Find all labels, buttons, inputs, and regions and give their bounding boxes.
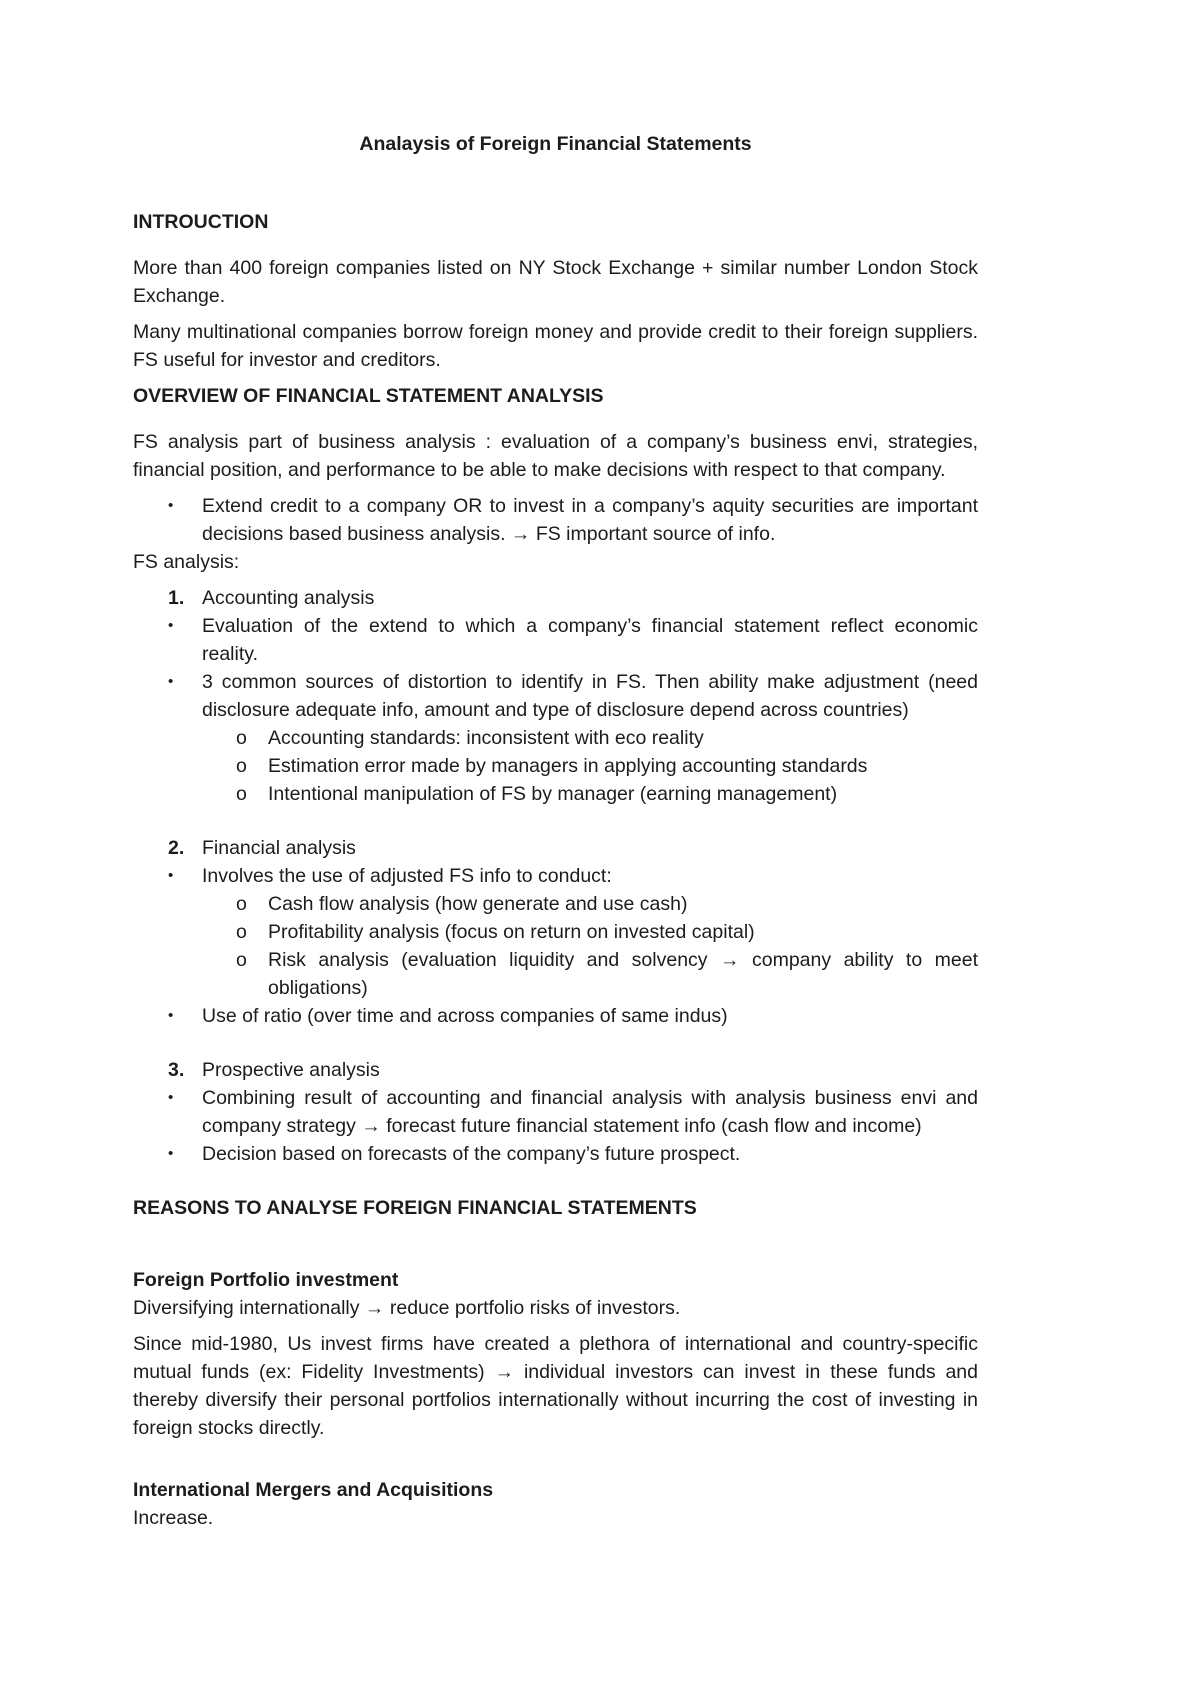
sub-bullet-item xyxy=(133,890,978,918)
list-item-text: Involves the use of adjusted FS info to conduct: xyxy=(202,865,612,887)
bullet-item xyxy=(133,1002,978,1030)
bullet-item xyxy=(133,668,978,724)
list-item-text: Risk analysis (evaluation liquidity and solvency → company ability to meet obligations) xyxy=(268,949,978,999)
section-heading: INTROUCTION xyxy=(133,211,269,233)
bullet-marker-icon: o xyxy=(236,783,247,805)
list-item-text: Decision based on forecasts of the company’s future prospect. xyxy=(202,1143,741,1165)
sub-heading: Foreign Portfolio investment xyxy=(133,1269,399,1291)
list-item-text: Prospective analysis xyxy=(202,1059,380,1081)
bullet-marker-icon: o xyxy=(236,755,247,777)
bullet-item xyxy=(133,492,978,548)
bullet-marker-icon: o xyxy=(236,949,247,971)
numbered-item xyxy=(133,584,978,612)
bullet-item xyxy=(133,612,978,668)
list-number: 3. xyxy=(168,1059,185,1081)
numbered-item xyxy=(133,1056,978,1084)
sub-heading: International Mergers and Acquisitions xyxy=(133,1479,494,1501)
list-number: 1. xyxy=(168,587,185,609)
bullet-marker-icon: • xyxy=(168,617,174,634)
list-item-text: Cash flow analysis (how generate and use cash) xyxy=(268,893,688,915)
numbered-item xyxy=(133,834,978,862)
list-item-text: Extend credit to a company OR to invest in a company’s aquity securities are important decisions based business analysis. → FS important source of info. xyxy=(202,495,978,545)
list-item-text: Evaluation of the extend to which a company’s financial statement reflect economic reality. xyxy=(202,615,978,665)
paragraph: Since mid-1980, Us invest firms have created a plethora of international and country-specific mutual funds (ex: Fidelity Investments) → individual investors can invest in these funds and thereby diversify their personal portfolios internationally without incurring the cost of investing in foreign stocks directly. xyxy=(133,1333,978,1439)
bullet-marker-icon: • xyxy=(168,497,174,514)
list-item-text: 3 common sources of distortion to identify in FS. Then ability make adjustment (need disclosure adequate info, amount and type of disclosure depend across countries) xyxy=(202,671,978,721)
sub-bullet-item xyxy=(133,780,978,808)
sub-bullet-item xyxy=(133,752,978,780)
bullet-item xyxy=(133,862,978,890)
spacer xyxy=(133,808,978,834)
list-item-text: Profitability analysis (focus on return on invested capital) xyxy=(268,921,755,943)
bullet-marker-icon: • xyxy=(168,1007,174,1024)
spacer xyxy=(133,1240,978,1266)
spacer xyxy=(133,1030,978,1056)
doc-title: Analaysis of Foreign Financial Statements xyxy=(359,133,752,155)
spacer xyxy=(133,1450,978,1476)
sub-bullet-item xyxy=(133,946,978,1002)
paragraph: Increase. xyxy=(133,1507,214,1529)
list-item-text: Estimation error made by managers in applying accounting standards xyxy=(268,755,868,777)
spacer xyxy=(133,1168,978,1194)
bullet-marker-icon: o xyxy=(236,893,247,915)
sub-bullet-item xyxy=(133,724,978,752)
bullet-item xyxy=(133,1140,978,1168)
paragraph: Many multinational companies borrow foreign money and provide credit to their foreign suppliers. FS useful for investor and creditors. xyxy=(133,321,978,371)
bullet-item xyxy=(133,1084,978,1140)
list-number: 2. xyxy=(168,837,185,859)
bullet-marker-icon: • xyxy=(168,673,174,690)
bullet-marker-icon: • xyxy=(168,867,174,884)
paragraph: More than 400 foreign companies listed on NY Stock Exchange + similar number London Stock Exchange. xyxy=(133,257,978,307)
bullet-marker-icon: • xyxy=(168,1089,174,1106)
paragraph: FS analysis: xyxy=(133,551,240,573)
section-heading: REASONS TO ANALYSE FOREIGN FINANCIAL STATEMENTS xyxy=(133,1197,697,1219)
section-heading: OVERVIEW OF FINANCIAL STATEMENT ANALYSIS xyxy=(133,385,604,407)
list-item-text: Intentional manipulation of FS by manager (earning management) xyxy=(268,783,838,805)
list-item-text: Combining result of accounting and financial analysis with analysis business envi and company strategy → forecast future financial statement info (cash flow and income) xyxy=(202,1087,978,1137)
list-item-text: Accounting standards: inconsistent with eco reality xyxy=(268,727,704,749)
list-item-text: Accounting analysis xyxy=(202,587,375,609)
list-item-text: Financial analysis xyxy=(202,837,356,859)
bullet-marker-icon: • xyxy=(168,1145,174,1162)
bullet-marker-icon: o xyxy=(236,921,247,943)
paragraph: Diversifying internationally → reduce portfolio risks of investors. xyxy=(133,1297,681,1319)
sub-bullet-item xyxy=(133,918,978,946)
bullet-marker-icon: o xyxy=(236,727,247,749)
list-item-text: Use of ratio (over time and across companies of same indus) xyxy=(202,1005,728,1027)
paragraph: FS analysis part of business analysis : evaluation of a company’s business envi, strategies, financial position, and performance to be able to make decisions with respect to that company. xyxy=(133,431,978,481)
